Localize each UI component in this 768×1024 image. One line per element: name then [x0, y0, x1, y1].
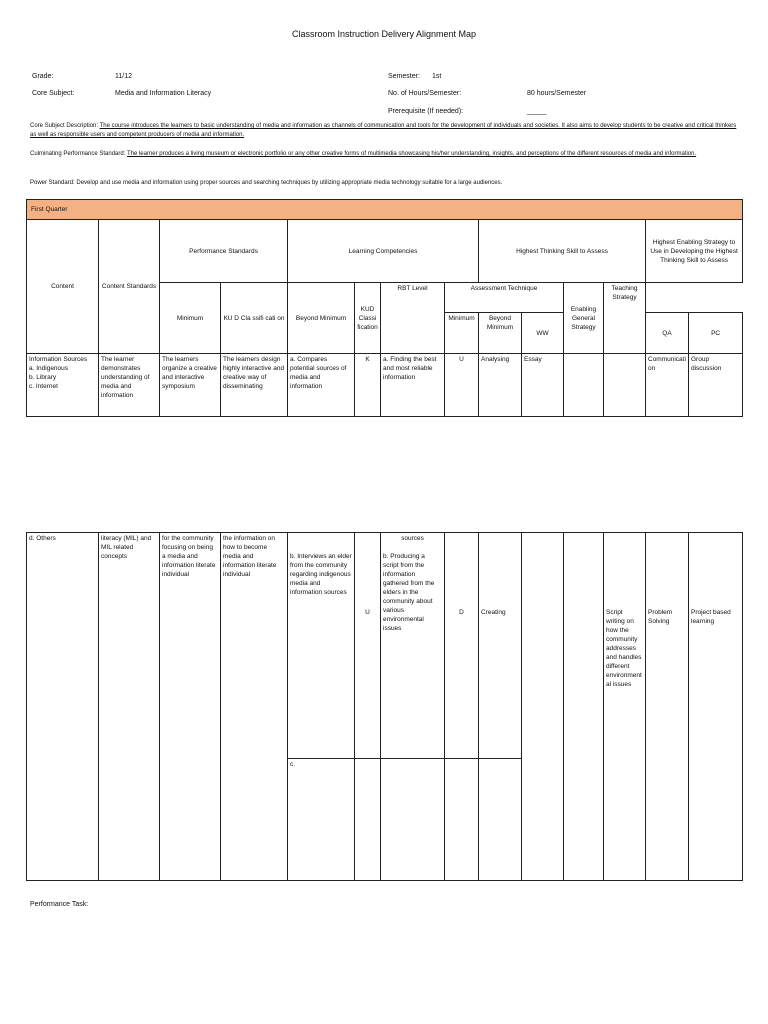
teaching-cell: Group discussion	[689, 354, 743, 417]
culminating-text: The learner produces a living museum or electronic portfolio or any other creative forms of multimedia showcasing his/her understanding, insights, and perceptions of the different resources of media and information.	[126, 151, 697, 157]
culminating-label: Culminating Performance Standard:	[30, 151, 126, 157]
lc-minimum-header: Minimum	[160, 283, 221, 354]
ww-cell: Essay	[522, 354, 564, 417]
content-standards-cell: literacy (MIL) and MIL related concepts	[99, 533, 160, 881]
grade-label: Grade:	[32, 73, 54, 80]
lc-beyond-top: sources	[401, 535, 424, 542]
content-title: Information Sources	[29, 356, 88, 363]
ps-minimum-header: Minimum	[445, 313, 479, 354]
lc-beyond-text: b. Producing a script from the information gathered from the elders in the community about various environmental issues	[383, 553, 435, 632]
power-standard: Power Standard: Develop and use media and information using proper sources and searching techniques by utilizing appropriate media technology suitable for a large audiences.	[30, 180, 503, 186]
kud-classification2-header: KUD Classi fication	[355, 283, 381, 354]
pc-header: PC	[689, 313, 743, 354]
core-subject-label: Core Subject:	[32, 90, 75, 97]
lc-beyond-cell	[381, 533, 445, 759]
kud-classification-header: KU D Cla ssifi cati on	[221, 283, 288, 354]
teaching-cell: Project based learning	[689, 533, 743, 881]
alignment-table-first-quarter	[26, 199, 743, 417]
quarter-header: First Quarter	[27, 200, 743, 220]
ww-cell	[522, 533, 564, 881]
core-description-label: Core Subject Description:	[30, 123, 99, 129]
ps-minimum-cell: The learners organize a creative and interactive symposium	[160, 354, 221, 417]
rbt-cell: Analysing	[479, 354, 522, 417]
highest-enabling-header: Highest Enabling Strategy to Use in Developing the Highest Thinking Skill to Assess	[646, 220, 743, 283]
lc-beyond-minimum-header: Beyond Minimum	[288, 283, 355, 354]
ps-minimum-cell: for the community focusing on being a media and information literate individual	[160, 533, 221, 881]
hours-label: No. of Hours/Semester:	[388, 90, 462, 97]
semester-value: 1st	[432, 73, 442, 80]
content-cell	[27, 354, 99, 417]
lc-minimum-cell: b. Interviews an elder from the community regarding indigenous media and information sources	[288, 533, 355, 759]
table-row	[27, 354, 743, 417]
lc-minimum-cell: c.	[288, 759, 355, 881]
teaching-strategy-header: Teaching Strategy	[604, 283, 646, 354]
core-subject-value: Media and Information Literacy	[115, 90, 212, 97]
kud2-cell	[445, 759, 479, 881]
enabling-general-header: Enabling General Strategy	[564, 283, 604, 354]
content-cell: d. Others	[27, 533, 99, 881]
lc-beyond-cell: a. Finding the best and most reliable information	[381, 354, 445, 417]
grade-value: 11/12	[115, 73, 132, 80]
pc-cell: Script writing on how the community addresses and handles different environmental issues	[604, 533, 646, 881]
core-description	[30, 122, 738, 140]
ps-beyond-cell: the information on how to become media and information literate individual	[221, 533, 288, 881]
core-description-text: The course introduces the learners to basic understanding of media and information as channels of communication and tools for the development of individuals and societies. It also aims to develop students to be creative and critical thinkers as well as responsible users and competent producers of media and information.	[30, 123, 737, 138]
alignment-table-continued	[26, 532, 743, 881]
performance-task-label: Performance Task:	[30, 901, 89, 908]
page-title: Classroom Instruction Delivery Alignment Map	[291, 29, 477, 39]
content-standards-cell: The learner demonstrates understanding of media and information	[99, 354, 160, 417]
highest-thinking-header: Highest Thinking Skill to Assess	[479, 220, 646, 283]
kud1-cell: U	[355, 533, 381, 759]
performance-standards-header: Performance Standards	[160, 220, 288, 283]
content-list: a. Indigenous b. Library c. Internet	[29, 365, 69, 390]
ps-beyond-minimum-header: Beyond Minimum	[479, 313, 522, 354]
rbt-cell: Creating	[479, 533, 522, 759]
table-row	[27, 533, 743, 759]
prerequisite-value: _____	[527, 108, 547, 115]
prerequisite-label: Prerequisite (If needed):	[388, 108, 464, 115]
kud1-cell	[355, 759, 381, 881]
kud1-cell: K	[355, 354, 381, 417]
lc-minimum-cell: a. Compares potential sources of media and information	[288, 354, 355, 417]
qa-header: QA	[646, 313, 689, 354]
culminating-standard	[30, 150, 738, 159]
rbt-level-header: RBT Level	[381, 283, 445, 354]
enabling-cell: Communication	[646, 354, 689, 417]
learning-competencies-header: Learning Competencies	[288, 220, 479, 283]
qa-cell	[564, 354, 604, 417]
enabling-cell: Problem Solving	[646, 533, 689, 881]
hours-value: 80 hours/Semester	[527, 90, 587, 97]
qa-cell	[564, 533, 604, 881]
kud2-cell: D	[445, 533, 479, 759]
ww-header: WW	[522, 313, 564, 354]
content-header: Content	[27, 220, 99, 354]
assessment-technique-header: Assessment Technique	[445, 283, 564, 313]
semester-label: Semester:	[388, 73, 420, 80]
content-standards-header: Content Standards	[99, 220, 160, 354]
pc-cell	[604, 354, 646, 417]
rbt-cell	[479, 759, 522, 881]
kud2-cell: U	[445, 354, 479, 417]
ps-beyond-cell: The learners design highly interactive and creative way of disseminating	[221, 354, 288, 417]
lc-beyond-cell	[381, 759, 445, 881]
